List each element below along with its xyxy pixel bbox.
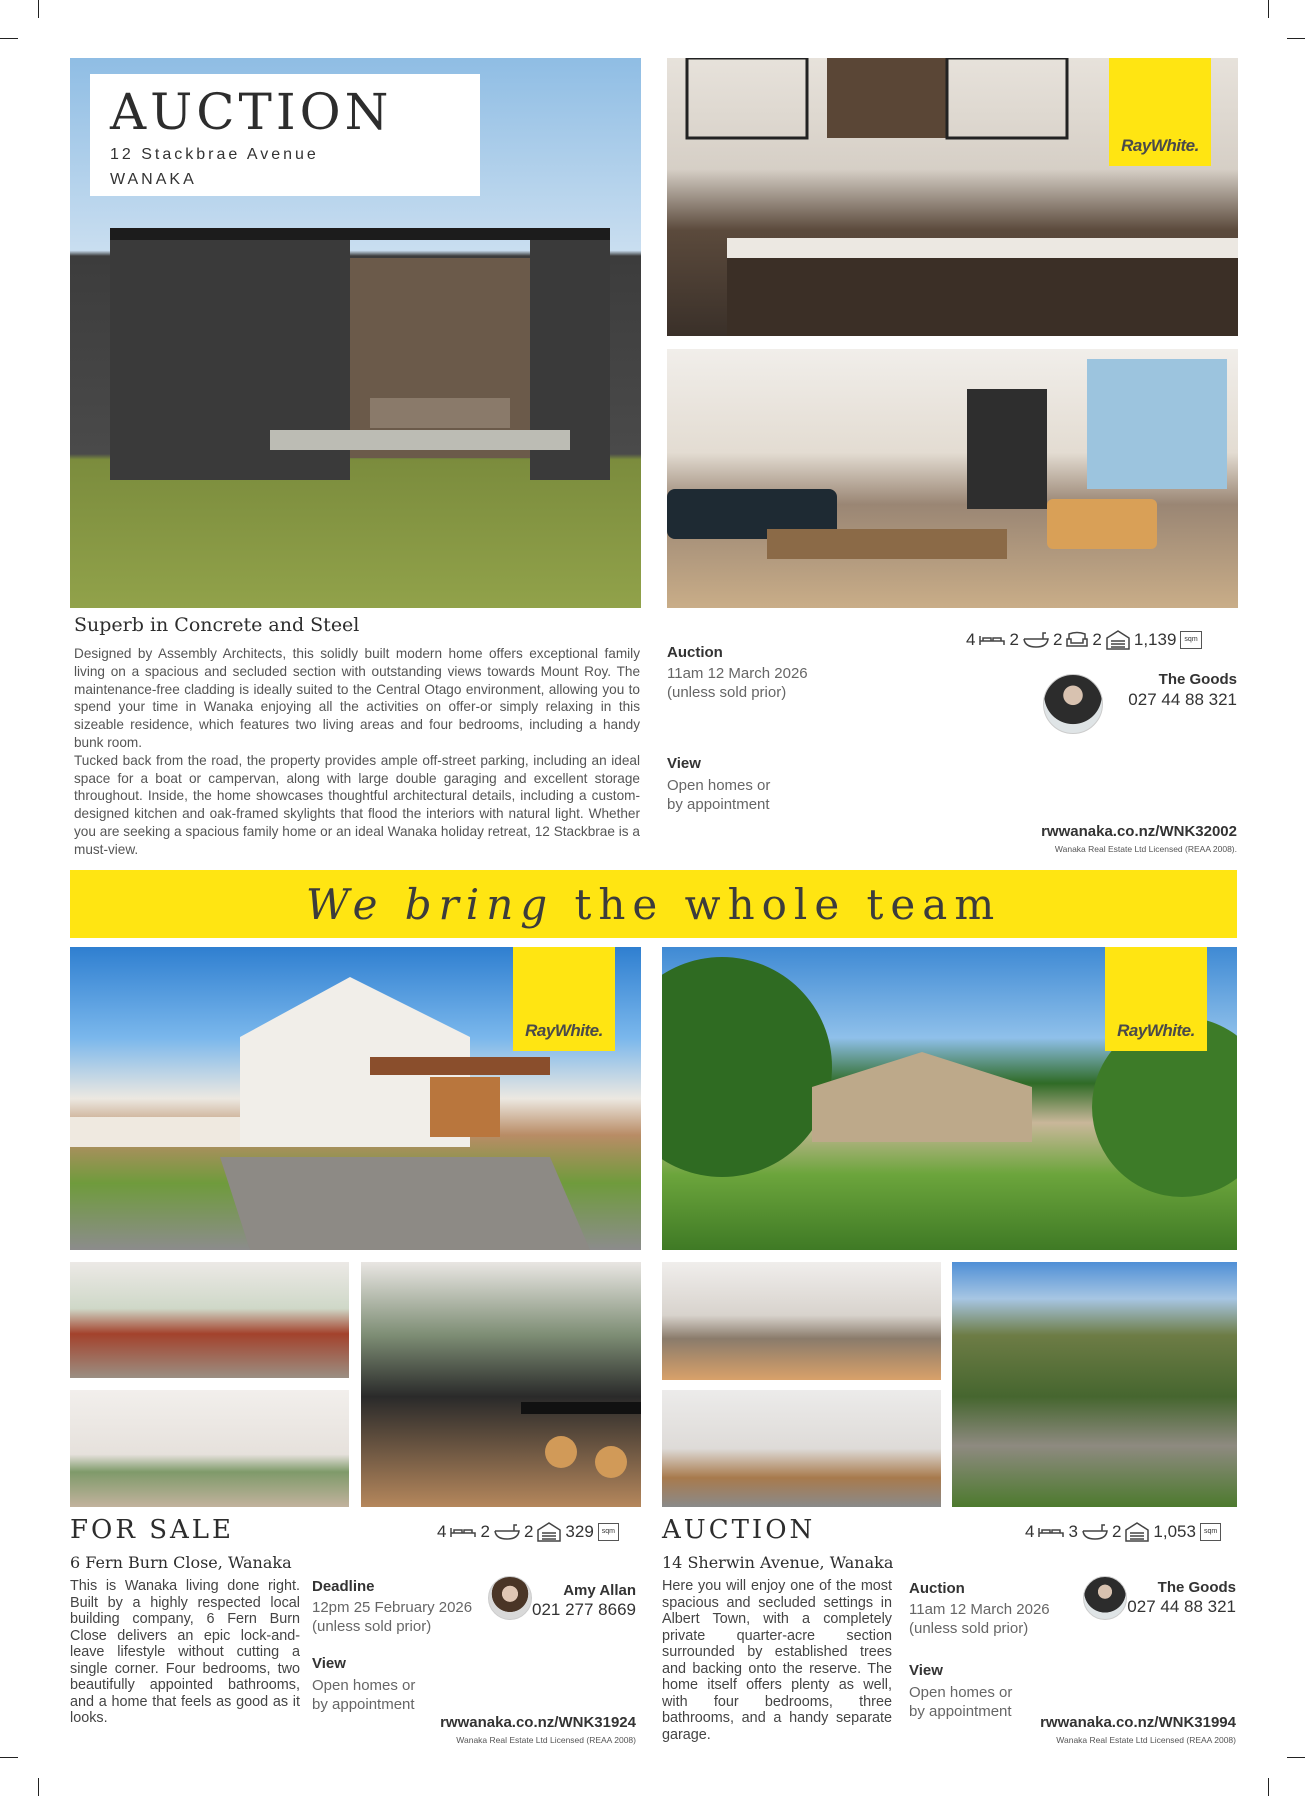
- living-room-photo[interactable]: [667, 349, 1238, 608]
- sale-note: (unless sold prior): [909, 1620, 1029, 1637]
- listing-link[interactable]: rwwanaka.co.nz/WNK32002: [1041, 823, 1237, 840]
- listing-headline: 14 Sherwin Avenue, Wanaka: [662, 1553, 894, 1572]
- sqm-icon: sqm: [1180, 631, 1201, 649]
- bedrooms-count: 4: [966, 630, 976, 649]
- sqm-icon: sqm: [1200, 1523, 1221, 1541]
- kitchen-photo[interactable]: [662, 1262, 941, 1380]
- agent-name: The Goods: [1158, 671, 1237, 688]
- raywhite-logo-text: RayWhite.: [1121, 136, 1199, 155]
- raywhite-logo: [1105, 947, 1207, 1051]
- sqm-icon: sqm: [598, 1523, 619, 1541]
- agent-phone[interactable]: 027 44 88 321: [1127, 1597, 1236, 1616]
- crop-mark: [1287, 1757, 1305, 1758]
- garage-count: 2: [1111, 1522, 1122, 1541]
- bedrooms-count: 4: [1025, 1522, 1035, 1541]
- town-name: WANAKA: [110, 171, 197, 188]
- listing-link[interactable]: rwwanaka.co.nz/WNK31924: [440, 1714, 636, 1731]
- sale-method: Deadline: [312, 1578, 375, 1595]
- street-address: 12 Stackbrae Avenue: [110, 146, 319, 163]
- view-line: Open homes or: [312, 1677, 416, 1694]
- listing-link[interactable]: rwwanaka.co.nz/WNK31994: [1040, 1714, 1236, 1731]
- license-text: Wanaka Real Estate Ltd Licensed (REAA 2008): [456, 1735, 636, 1745]
- sale-note: (unless sold prior): [667, 684, 787, 701]
- bedrooms-count: 4: [437, 1522, 447, 1541]
- raywhite-logo-text: RayWhite.: [1117, 1021, 1195, 1040]
- floor-area: 1,053: [1153, 1522, 1196, 1541]
- sale-date: 11am 12 March 2026: [909, 1601, 1050, 1618]
- property-specs: [966, 630, 1202, 650]
- view-line: Open homes or: [667, 777, 771, 794]
- auction-title: AUCTION: [110, 83, 393, 141]
- view-line: by appointment: [312, 1696, 415, 1713]
- aerial-photo[interactable]: [952, 1262, 1237, 1507]
- bath-icon: [494, 1523, 520, 1541]
- bed-icon: [1038, 1524, 1064, 1540]
- raywhite-logo-text: RayWhite.: [525, 1021, 603, 1040]
- banner-text: [306, 880, 1001, 929]
- listing-type: AUCTION: [662, 1515, 816, 1545]
- crop-mark: [1287, 38, 1305, 39]
- team-banner: [70, 870, 1237, 938]
- listing-headline: 6 Fern Burn Close, Wanaka: [70, 1553, 292, 1572]
- bedroom-photo[interactable]: [70, 1390, 349, 1507]
- sale-method: Auction: [667, 644, 723, 661]
- crop-mark: [0, 38, 18, 39]
- garage-icon: [537, 1522, 561, 1542]
- sale-method: Auction: [909, 1580, 965, 1597]
- garage-count: 2: [1092, 630, 1102, 649]
- view-line: Open homes or: [909, 1684, 1013, 1701]
- crop-mark: [38, 0, 39, 18]
- kitchen-photo[interactable]: [361, 1262, 641, 1507]
- listing-headline: Superb in Concrete and Steel: [74, 614, 360, 636]
- crop-mark: [38, 1778, 39, 1796]
- listing-type: FOR SALE: [70, 1515, 235, 1545]
- raywhite-logo: [513, 947, 615, 1051]
- bed-icon: [450, 1524, 476, 1540]
- description-paragraph: Designed by Assembly Architects, this solidly built modern home offers exceptional family living on a spacious and secluded section with outstanding views towards Mount Roy. The maintenance-free cladding is ideally suited to the Central Otago environment, allowing you to spend your time in Wanaka enjoying all the activities on offer-or simply relaxing in this sizeable residence, which features two living areas and four bedrooms, including a handy bunk room.: [74, 646, 640, 750]
- stools-illustration: [361, 1262, 641, 1507]
- agent-phone[interactable]: 021 277 8669: [532, 1600, 636, 1619]
- bathrooms-count: 2: [1009, 630, 1019, 649]
- agent-phone[interactable]: 027 44 88 321: [1128, 690, 1237, 709]
- license-text: Wanaka Real Estate Ltd Licensed (REAA 2008): [1056, 1735, 1236, 1745]
- view-line: by appointment: [909, 1703, 1012, 1720]
- listing-description: This is Wanaka living done right. Built by a highly respected local building company, 6 Fern Burn Close delivers an epic lock-and-leave lifestyle without cutting a single corner. Four bedrooms, two beautifully appointed bathrooms, and a home that feels as good as it looks.: [70, 1578, 300, 1726]
- crop-mark: [1268, 0, 1269, 18]
- raywhite-logo: [1109, 58, 1211, 166]
- view-label: View: [667, 755, 701, 772]
- living-illustration: [667, 349, 1238, 608]
- floor-area: 1,139: [1133, 630, 1177, 649]
- sale-date: 11am 12 March 2026: [667, 665, 808, 682]
- agent-avatar: [1083, 1576, 1127, 1620]
- agent-name: Amy Allan: [563, 1582, 636, 1599]
- license-text: Wanaka Real Estate Ltd Licensed (REAA 2008).: [1054, 844, 1237, 854]
- living-areas-count: 2: [1052, 630, 1063, 649]
- listing-description: [74, 645, 640, 859]
- lounge-photo[interactable]: [70, 1262, 349, 1378]
- property-specs: [437, 1522, 619, 1542]
- crop-mark: [1268, 1778, 1269, 1796]
- view-label: View: [312, 1655, 346, 1672]
- bathrooms-count: 3: [1068, 1522, 1078, 1541]
- garage-icon: [1106, 630, 1130, 650]
- garage-count: 2: [523, 1522, 534, 1541]
- view-label: View: [909, 1662, 943, 1679]
- property-specs: [1025, 1522, 1221, 1542]
- bed-icon: [979, 632, 1005, 648]
- floor-area: 329: [565, 1522, 594, 1541]
- dining-photo[interactable]: [662, 1390, 941, 1507]
- listing-description: Here you will enjoy one of the most spacious and secluded settings in Albert Town, with a completely private quarter-acre section surrounded by established trees and backing onto the reserve. The home itself offers plenty as well, with four bedrooms, three bathrooms, and a handy separate garage.: [662, 1578, 892, 1743]
- crop-mark: [0, 1757, 18, 1758]
- bathrooms-count: 2: [480, 1522, 490, 1541]
- auction-title-box: [90, 74, 480, 196]
- bath-icon: [1023, 631, 1049, 649]
- banner-text-regular: the whole team: [574, 879, 1002, 929]
- agent-name: The Goods: [1157, 1579, 1236, 1596]
- garage-icon: [1125, 1522, 1149, 1542]
- description-paragraph: Tucked back from the road, the property provides ample off-street parking, including an ideal space for a boat or campervan, along with large double garaging and excellent storage throughout. Inside, the home showcases thoughtful architectural details, including a custom-designed kitchen and oak-framed skylights that flood the interiors with natural light. Whether you are seeking a spacious family home or an ideal Wanaka holiday retreat, 12 Stackbrae is a must-view.: [74, 752, 640, 857]
- sale-note: (unless sold prior): [312, 1618, 432, 1635]
- armchair-icon: [1066, 631, 1088, 649]
- view-line: by appointment: [667, 796, 770, 813]
- sale-date: 12pm 25 February 2026: [312, 1599, 473, 1616]
- bath-icon: [1082, 1523, 1108, 1541]
- agent-avatar: [1043, 674, 1103, 734]
- banner-text-italic: We bring: [305, 879, 555, 929]
